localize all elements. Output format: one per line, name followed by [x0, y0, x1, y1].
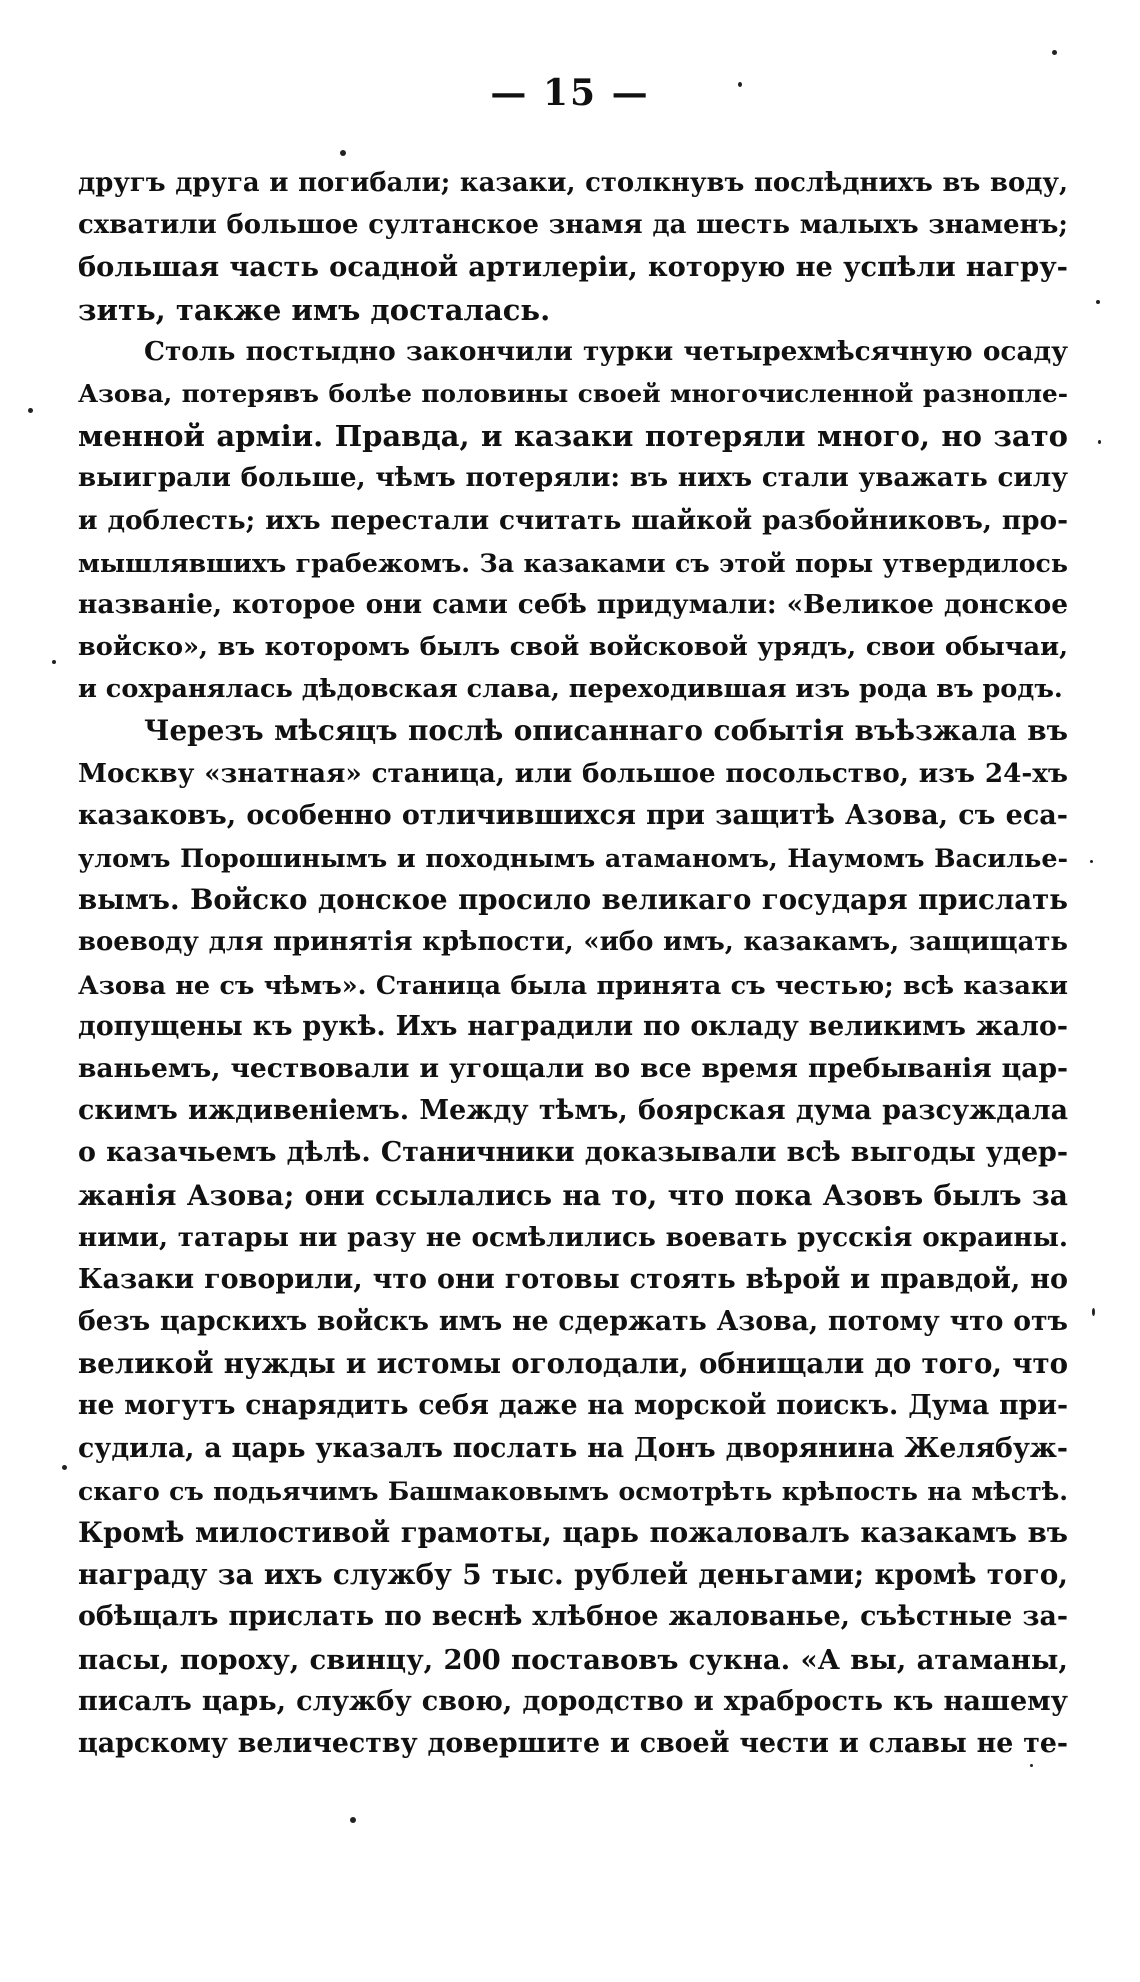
text-line: ними, татары ни разу не осмѣлились воевать русскія окраины.: [78, 1221, 1068, 1253]
text-line: и сохранялась дѣдовская слава, переходившая изъ рода въ родъ.: [78, 674, 1063, 705]
text-line: вымъ. Войско донское просило великаго государя прислать: [78, 883, 1068, 917]
text-line: награду за ихъ службу 5 тыс. рублей деньгами; кромѣ того,: [78, 1558, 1068, 1592]
text-line: судила, а царь указалъ послать на Донъ дворянина Желябуж-: [78, 1432, 1068, 1464]
scan-speck: [350, 1817, 356, 1823]
text-line: безъ царскихъ войскъ имъ не сдержать Азова, потому что отъ: [78, 1306, 1068, 1338]
text-line: большая часть осадной артилеріи, которую не успѣли нагру-: [78, 251, 1068, 284]
scan-speck: [1092, 1308, 1095, 1316]
scan-speck: [28, 408, 33, 413]
scan-speck: [1052, 50, 1057, 55]
text-line: и доблесть; ихъ перестали считать шайкой разбойниковъ, про-: [78, 504, 1068, 536]
scan-speck: [1096, 300, 1100, 304]
text-line: скаго съ подьячимъ Башмаковымъ осмотрѣть крѣпость на мѣстѣ.: [78, 1475, 1068, 1506]
text-line: менной арміи. Правда, и казаки потеряли много, но зато: [78, 419, 1068, 454]
text-line: выиграли больше, чѣмъ потеряли: въ нихъ стали уважать силу: [78, 462, 1068, 494]
text-line: другъ друга и погибали; казаки, столкнувъ послѣднихъ въ воду,: [78, 168, 1068, 198]
text-line: не могутъ снарядить себя даже на морской поискъ. Дума при-: [78, 1390, 1068, 1422]
text-line: уломъ Порошинымъ и походнымъ атаманомъ, Наумомъ Василье-: [78, 843, 1068, 873]
text-line: пасы, пороху, свинцу, 200 поставовъ сукна. «А вы, атаманы,: [78, 1643, 1068, 1676]
scan-speck: [738, 82, 742, 87]
text-line: великой нужды и истомы оголодали, обнищали до того, что: [78, 1347, 1068, 1381]
text-line: названіе, которое они сами себѣ придумали: «Великое донское: [78, 588, 1068, 620]
text-line: войско», въ которомъ былъ свой войсковой урядъ, свои обычаи,: [78, 632, 1068, 663]
text-line: Казаки говорили, что они готовы стоять вѣрой и правдой, но: [78, 1263, 1068, 1295]
scan-speck: [62, 1465, 67, 1470]
scan-speck: [1090, 860, 1093, 863]
page-number: — 15 —: [490, 72, 650, 114]
text-line: о казачьемъ дѣлѣ. Станичники доказывали всѣ выгоды удер-: [78, 1137, 1068, 1169]
text-line: схватили большое султанское знамя да шесть малыхъ знаменъ;: [78, 210, 1068, 241]
scan-speck: [1030, 1764, 1033, 1767]
text-line: мышлявшихъ грабежомъ. За казаками съ этой поры утвердилось: [78, 547, 1068, 578]
text-line: обѣщалъ прислать по веснѣ хлѣбное жалованье, съѣстные за-: [78, 1601, 1068, 1633]
text-line: скимъ иждивеніемъ. Между тѣмъ, боярская дума разсуждала: [78, 1095, 1068, 1127]
text-line: допущены къ рукѣ. Ихъ наградили по окладу великимъ жало-: [78, 1010, 1068, 1042]
text-line: жанія Азова; они ссылались на то, что пока Азовъ былъ за: [78, 1178, 1068, 1212]
body-text: [78, 162, 1068, 1765]
text-line: казаковъ, особенно отличившихся при защитѣ Азова, съ еса-: [78, 799, 1068, 831]
text-line: Азова, потерявъ болѣе половины своей многочисленной разнопле-: [78, 378, 1068, 408]
text-line: Кромѣ милостивой грамоты, царь пожаловалъ казакамъ въ: [78, 1516, 1068, 1549]
text-line: писалъ царь, службу свою, дородство и храбрость къ нашему: [78, 1685, 1068, 1717]
text-line: Столь постыдно закончили турки четырехмѣсячную осаду: [144, 335, 1068, 367]
text-line: Азова не съ чѣмъ». Станица была принята съ честью; всѣ казаки: [78, 969, 1068, 1000]
text-line: воеводу для принятія крѣпости, «ибо имъ, казакамъ, защищать: [78, 927, 1068, 958]
scan-speck: [340, 150, 346, 156]
text-line: ваньемъ, чествовали и угощали во все время пребыванія цар-: [78, 1052, 1068, 1084]
scan-speck: [1098, 440, 1101, 444]
text-line: царскому величеству довершите и своей чести и славы не те-: [78, 1727, 1068, 1759]
text-line: зить, также имъ досталась.: [78, 292, 551, 327]
text-line: Москву «знатная» станица, или большое посольство, изъ 24-хъ: [78, 757, 1068, 789]
scan-speck: [52, 660, 56, 664]
text-line: Черезъ мѣсяцъ послѣ описаннаго событія въѣзжала въ: [144, 714, 1068, 748]
